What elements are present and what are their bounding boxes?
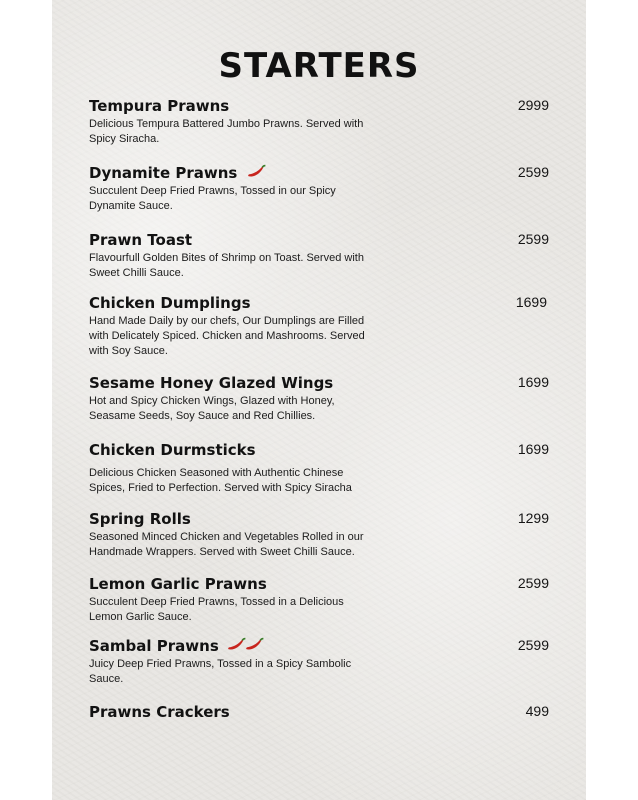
menu-item-dynamite-prawns [89,164,559,214]
item-description: Hand Made Daily by our chefs, Our Dumplings are Filled with Delicately Spiced. Chicken and Mashrooms. Served with Soy Sauce. [89,315,365,357]
menu-item-lemon-garlic-prawns [89,575,559,625]
item-name: Chicken Durmsticks [89,441,256,459]
item-price: 1699 [517,441,549,457]
menu-item-spring-rolls [89,510,559,560]
chili-pepper-icon [245,164,267,180]
item-price: 2599 [517,575,549,591]
item-name: Lemon Garlic Prawns [89,575,267,593]
item-description: Hot and Spicy Chicken Wings, Glazed with Honey, Seasame Seeds, Soy Sauce and Red Chillies. [89,395,335,422]
item-description: Delicious Chicken Seasoned with Authentic Chinese Spices, Fried to Perfection. Served with Spicy Siracha [89,467,352,494]
item-name: Chicken Dumplings [89,294,251,312]
item-description: Juicy Deep Fried Prawns, Tossed in a Spicy Sambolic Sauce. [89,658,352,685]
item-name: Tempura Prawns [89,97,230,115]
item-name: Prawn Toast [89,231,193,249]
section-title: STARTERS [218,46,420,86]
item-description: Succulent Deep Fried Prawns, Tossed in a Delicious Lemon Garlic Sauce. [89,596,344,623]
item-name-row [89,164,559,182]
item-name: Sambal Prawns [89,637,219,655]
item-price: 499 [525,703,549,719]
item-name-row [89,637,559,655]
item-price: 2599 [517,637,549,653]
item-price: 1299 [517,510,549,526]
item-description: Seasoned Minced Chicken and Vegetables Rolled in our Handmade Wrappers. Served with Sweet Chilli Sauce. [89,531,364,558]
item-name: Prawns Crackers [89,703,230,721]
menu-item-sesame-honey-glazed-wings [89,374,559,424]
menu-item-prawns-crackers [89,703,559,721]
menu-item-chicken-durmsticks [89,441,559,496]
item-price: 2599 [517,231,549,247]
menu-item-sambal-prawns [89,637,559,687]
item-name: Dynamite Prawns [89,164,238,182]
item-price: 1699 [517,374,549,390]
menu-item-chicken-dumplings [89,294,559,359]
item-name: Sesame Honey Glazed Wings [89,374,334,392]
item-price: 2999 [517,97,549,113]
chili-pepper-icon [243,637,265,653]
item-description: Flavourfull Golden Bites of Shrimp on Toast. Served with Sweet Chilli Sauce. [89,252,364,279]
menu-item-prawn-toast [89,231,559,281]
menu-item-tempura-prawns [89,97,559,147]
item-price: 2599 [517,164,549,180]
item-description: Delicious Tempura Battered Jumbo Prawns. Served with Spicy Siracha. [89,118,364,145]
item-price: 1699 [515,294,547,310]
item-description: Succulent Deep Fried Prawns, Tossed in our Spicy Dynamite Sauce. [89,185,336,212]
item-name: Spring Rolls [89,510,191,528]
